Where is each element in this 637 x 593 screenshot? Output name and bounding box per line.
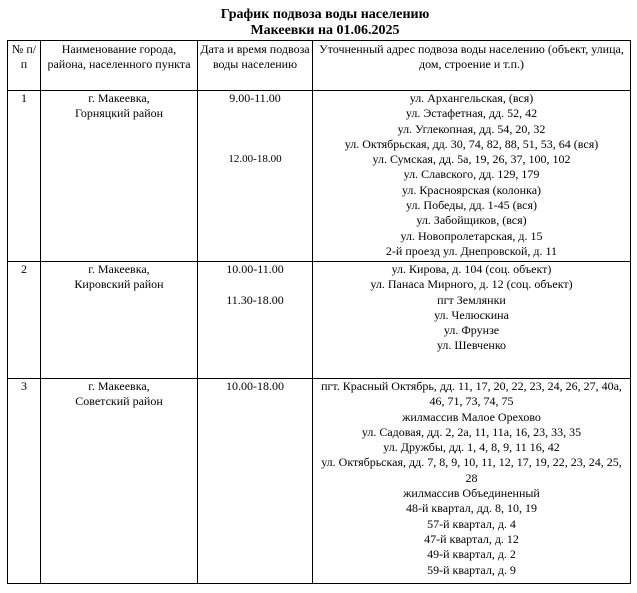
address-line: ул. Садовая, дд. 2, 2а, 11, 11а, 16, 23, 33, 35 bbox=[361, 424, 582, 439]
address-line: ул. Октябрьская, дд. 7, 8, 9, 10, 11, 12, 17, 19, 22, 23, 24, 25, 28 bbox=[321, 455, 622, 485]
address-line: 59-й квартал, д. 9 bbox=[427, 562, 516, 577]
table-header-row bbox=[8, 41, 631, 91]
row-district: Советский район bbox=[75, 394, 163, 409]
row-city: г. Макеевка, bbox=[88, 379, 150, 393]
address-line: пгт Землянки bbox=[437, 292, 506, 307]
address-line: ул. Сумская, дд. 5а, 19, 26, 37, 100, 102 bbox=[372, 152, 571, 167]
address-line: пгт. Красный Октябрь, дд. 11, 17, 20, 22, 23, 24, 26, 27, 40а, 46, 71, 73, 74, 75 bbox=[321, 379, 622, 409]
row-district: Горняцкий район bbox=[74, 106, 164, 121]
header-num: № п/п bbox=[8, 41, 41, 91]
row-address-cell bbox=[313, 262, 631, 379]
header-address: Уточненный адрес подвоза воды населению (объект, улица, дом, строение и т.п.) bbox=[313, 41, 631, 91]
water-schedule-table bbox=[7, 40, 631, 584]
row-address-cell bbox=[313, 379, 631, 584]
header-name: Наименование города, района, населенного пункта bbox=[41, 41, 198, 91]
address-line: ул. Забойщиков, (вся) bbox=[416, 213, 527, 228]
table-row bbox=[8, 379, 631, 584]
row-time-cell bbox=[198, 91, 313, 262]
row-time-1: 10.00-18.00 bbox=[226, 379, 284, 393]
row-district-cell bbox=[41, 91, 198, 262]
table-row bbox=[8, 91, 631, 262]
address-line: ул. Фрунзе bbox=[443, 323, 500, 338]
row-num: 3 bbox=[8, 379, 41, 584]
address-line: 57-й квартал, д. 4 bbox=[427, 516, 516, 531]
title-line-1: График подвоза воды населению bbox=[220, 7, 430, 22]
row-district-cell bbox=[41, 262, 198, 379]
row-district-cell bbox=[41, 379, 198, 584]
address-line: ул. Шевченко bbox=[436, 338, 507, 353]
row-time-1: 10.00-11.00 bbox=[226, 262, 284, 276]
address-line: ул. Победы, дд. 1-45 (вся) bbox=[405, 198, 538, 213]
address-line: 47-й квартал, д. 12 bbox=[424, 531, 519, 546]
address-line: 49-й квартал, д. 2 bbox=[427, 547, 516, 562]
row-address-cell bbox=[313, 91, 631, 262]
header-time: Дата и время подвоза воды населению bbox=[198, 41, 313, 91]
address-line: ул. Кирова, д. 104 (соц. объект) bbox=[391, 262, 552, 276]
row-time-2: 11.30-18.00 bbox=[226, 293, 284, 308]
address-line: ул. Эстафетная, дд. 52, 42 bbox=[405, 106, 538, 121]
row-city: г. Макеевка, bbox=[88, 262, 150, 276]
address-line: жилмассив Малое Орехово bbox=[402, 409, 541, 424]
address-line: ул. Славского, дд. 129, 179 bbox=[403, 167, 540, 182]
row-time-cell bbox=[198, 379, 313, 584]
title-line-2: Макеевки на 01.06.2025 bbox=[250, 23, 400, 38]
address-line: ул. Архангельская, (вся) bbox=[409, 91, 534, 105]
address-line: ул. Октябрьская, дд. 30, 74, 82, 88, 51, 53, 64 (вся) bbox=[344, 136, 599, 151]
row-city: г. Макеевка, bbox=[88, 91, 150, 105]
address-line: ул. Дружбы, дд. 1, 4, 8, 9, 11 16, 42 bbox=[383, 440, 560, 455]
address-line: ул. Новопролетарская, д. 15 bbox=[400, 228, 543, 243]
row-district: Кировский район bbox=[74, 277, 164, 292]
row-num: 1 bbox=[8, 91, 41, 262]
row-time-1: 9.00-11.00 bbox=[229, 91, 281, 105]
address-line: жилмассив Объединенный bbox=[403, 486, 540, 501]
row-time-2: 12.00-18.00 bbox=[228, 153, 282, 166]
address-line: 48-й квартал, дд. 8, 10, 19 bbox=[406, 501, 537, 516]
address-line: ул. Красноярская (колонка) bbox=[401, 182, 542, 197]
document-title bbox=[0, 7, 637, 39]
address-line: ул. Углекопная, дд. 54, 20, 32 bbox=[397, 121, 546, 136]
row-num: 2 bbox=[8, 262, 41, 379]
address-line: ул. Челюскина bbox=[434, 307, 509, 322]
row-time-cell bbox=[198, 262, 313, 379]
table-row bbox=[8, 262, 631, 379]
address-line: 2-й проезд ул. Днепровской, д. 11 bbox=[385, 243, 558, 258]
address-line: ул. Панаса Мирного, д. 12 (соц. объект) bbox=[370, 277, 573, 292]
